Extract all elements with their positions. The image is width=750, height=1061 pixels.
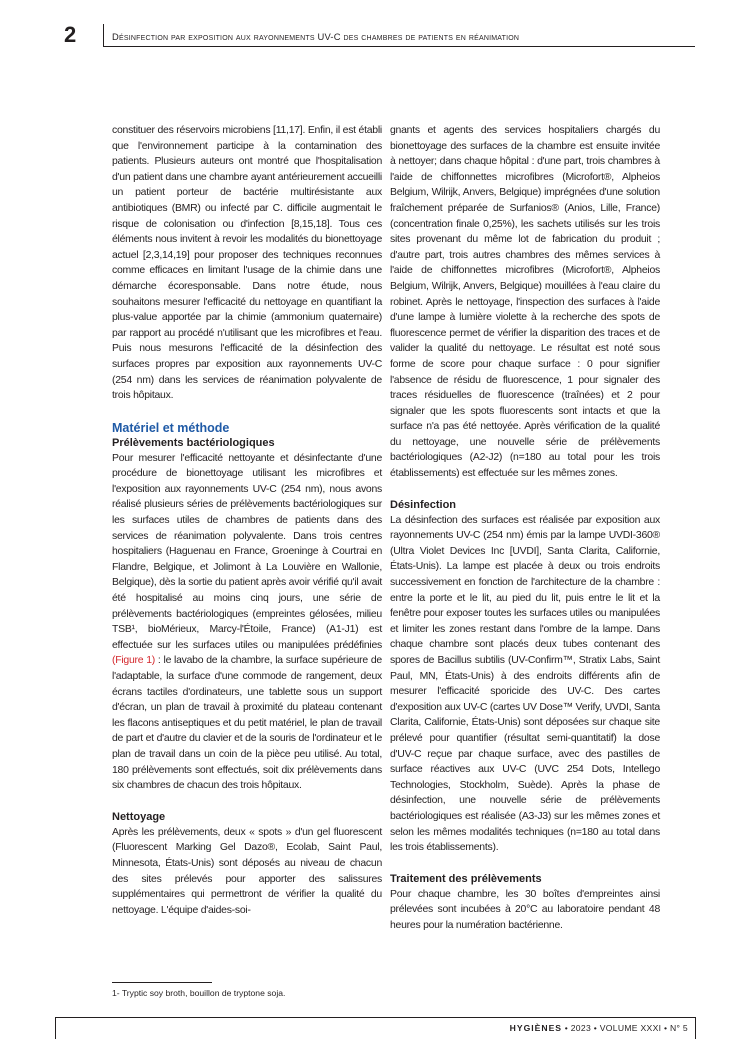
footnote: 1- Tryptic soy broth, bouillon de tryptone soja.: [112, 988, 286, 998]
running-title: Désinfection par exposition aux rayonnements UV-C des chambres de patients en réanimation: [112, 31, 520, 42]
right-column: [390, 123, 660, 934]
paragraph-text: : le lavabo de la chambre, la surface supérieure de l'adaptable, la surface d'une commode de rangement, deux écrans tactiles d'ordinateurs, une tablette sous un support d'écran, un plan de travail à proximité du plateau contenant les flacons antiseptiques et du petit matériel, le plan de travail de part et d'autre du clavier et de la souris de l'ordinateur et le plan de travail dans un coin de la pièce peu utilisé. Au total, 180 prélèvements sont effectués, soit dix prélèvements dans six chambres de chacun des trois hôpitaux.: [112, 655, 382, 792]
journal-name: HYGIÈNES: [509, 1023, 563, 1033]
subsection-title: Désinfection: [390, 498, 457, 511]
footer: [510, 1023, 688, 1033]
paragraph-text: Pour mesurer l'efficacité nettoyante et désinfectante d'une procédure de bionettoyage utilisant les microfibres et l'exposition aux rayonnements UV-C (254 nm), nous avons réalisé plusieurs séries de prélèvements bactériologiques sur les surfaces utiles de chambres de patients dans des services de réanimation polyvalente. Dans trois centres hospitaliers (Haguenau en France, Groeninge à Courtrai en Flandre, Belgique, et Jolimont à La Louvière en Wallonie, Belgique), dès la sortie du patient après avoir vérifié qu'il avait été hospitalisé au moins cinq jours, une série de prélèvements bactériologiques (empreintes gélosées, milieu TSB¹, bioMérieux, Marcy-l'Étoile, France) (A1-J1) est effectuée sur les surfaces utiles ou manipulées prédéfinies: [112, 452, 382, 651]
footnote-rule: [112, 982, 212, 983]
header-rule: [103, 46, 695, 47]
footer-rule: [55, 1017, 695, 1018]
left-column: [112, 123, 382, 918]
footer-right-tick: [695, 1017, 696, 1039]
section-title: Matériel et méthode: [112, 420, 230, 435]
page-number: 2: [64, 22, 77, 47]
subsection-title: Traitement des prélèvements: [390, 872, 542, 885]
paragraph: [112, 451, 382, 794]
paragraph: La désinfection des surfaces est réalisée par exposition aux rayonnements UV-C (254 nm) émis par la lampe UVDI-360® (Ultra Violet Devices Inc [UVDI], Santa Clarita, Californie, États-Unis). La lampe est placée à deux ou trois endroits successivement en fonction de l'architecture de la chambre : entre la porte et le lit, au pied du lit, puis entre le lit et la fenêtre pour exposer toutes les surfaces utiles ou manipulées et limiter les zones restant dans l'ombre de la lampe. Dans chaque chambre sont placés deux tubes contenant des spores de Bacillus subtilis (UV-Confirm™, Stratix Labs, Saint Paul, MN, États-Unis) à des endroits différents afin de mesurer l'efficacité sporicide des UV-C. Des cartes d'exposition aux UV-C (cartes UV Dose™ Verify, UVDI, Santa Clarita, Californie, États-Unis) sont déposées sur chaque site prélevé pour quantifier (résultat semi-quantitatif) la dose d'UV-C reçue par chaque surface, avec des pastilles de surface réactives aux UV-C (UVC 254 Dots, Intellego Technologies, Stockholm, Suède). Après la phase de désinfection, une nouvelle série de prélèvements bactériologiques est réalisée (A3-J3) sur les mêmes zones et selon les mêmes modalités techniques (n=180 au total dans les trois établissements).: [390, 514, 660, 854]
footer-left-tick: [55, 1017, 56, 1039]
journal-details: • 2023 • VOLUME XXXI • N° 5: [562, 1023, 688, 1033]
paragraph: Pour chaque chambre, les 30 boîtes d'empreintes ainsi prélevées sont incubées à 20°C au laboratoire pendant 48 heures pour la numération bactérienne.: [390, 888, 660, 931]
figure-reference-link[interactable]: (Figure 1): [112, 655, 156, 667]
paragraph: Après les prélèvements, deux « spots » d'un gel fluorescent (Fluorescent Marking Gel Dazo®, Ecolab, Saint Paul, Minnesota, États-Unis) sont déposés au niveau de chacun des sites prélevés pour apporter des salissures supplémentaires qui permettront de vérifier la qualité du nettoyage. L'équipe d'aides-soi-: [112, 826, 382, 916]
header-separator: [103, 24, 104, 46]
paragraph: gnants et agents des services hospitaliers chargés du bionettoyage des surfaces de la chambre est ensuite invitée à nettoyer; dans chaque hôpital : d'une part, trois chambres à l'aide de chiffonnettes microfibres (Microfort®, Alpheios Belgium, Wilrijk, Anvers, Belgique) imprégnées d'une solution fraîchement préparée de Surfanios® (Anios, Lille, France) (concentration finale 0,25%), les sachets utilisés sur les trois sites provenant du même lot de fabrication du produit ; d'autre part, trois autres chambres des mêmes services à l'aide de chiffonnettes microfibres (Microfort®, Alpheios Belgium, Wilrijk, Anvers, Belgique) mouillées à l'eau claire du robinet. Après le nettoyage, l'inspection des surfaces à l'aide d'une lampe à lumière violette à la recherche des spots de fluorescence permet de vérifier la disparition des traces et de valider la qualité du nettoyage. Le résultat est noté sous forme de score pour chaque surface : 0 pour signifier l'absence de résidu de fluorescence, 1 pour signaler des traces résiduelles de fluorescence (traînées) et 2 pour signaler que les spots fluorescents sont intacts et que la surface n'a pas été nettoyée. Après vérification de la qualité du nettoyage, une nouvelle série de prélèvements bactériologiques (A2-J2) (n=180 au total pour les trois établissements) est effectuée sur les mêmes zones.: [390, 125, 660, 480]
subsection-title: Nettoyage: [112, 810, 166, 823]
paragraph: constituer des réservoirs microbiens [11,17]. Enfin, il est établi que l'environnement participe à la contamination des patients. Plusieurs auteurs ont montré que l'hospitalisation d'un patient dans une chambre ayant antérieurement accueilli un patient porteur de bactérie multirésistante aux antibiotiques (BMR) ou infecté par C. difficile augmentait le risque de colonisation ou d'infection [8,15,18]. Tous ces éléments nous invitent à revoir les modalités du bionettoyage actuel [2,3,14,19] pour proposer des techniques reconnues comme efficaces en limitant l'usage de la chimie dans une démarche écoresponsable. Dans notre étude, nous souhaitons mesurer l'efficacité du nettoyage en quantifiant la plus-value apportée par la chimie (ammonium quaternaire) par rapport au procédé n'utilisant que les microfibres et l'eau. Puis nous mesurons l'efficacité de la désinfection des surfaces propres par exposition aux rayonnements UV-C (254 nm) dans les services de réanimation polyvalente de trois hôpitaux.: [112, 125, 382, 402]
subsection-title: Prélèvements bactériologiques: [112, 436, 275, 449]
